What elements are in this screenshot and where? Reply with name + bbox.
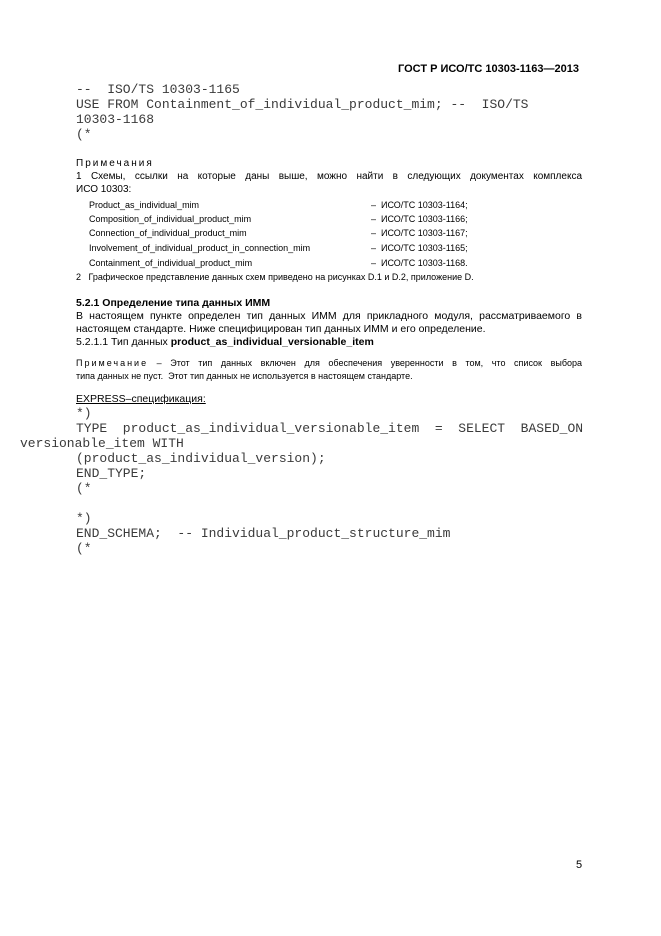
code-line: *) <box>76 511 92 526</box>
note-1-text: 1 Схемы, ссылки на которые даны выше, можно найти в следующих документах комплекса <box>76 171 582 182</box>
code-line: -- ISO/TS 10303-1165 <box>76 82 240 97</box>
code-line: 10303-1168 <box>76 112 155 127</box>
subsection-type-name: product_as_individual_versionable_item <box>170 336 374 348</box>
note-1-text-cont: ИСО 10303: <box>76 184 132 195</box>
code-line: TYPE product_as_individual_versionable_item = SELECT BASED_ON <box>76 421 584 436</box>
document-header: ГОСТ Р ИСО/ТС 10303-1163—2013 <box>398 63 579 75</box>
code-line: (* <box>76 481 92 496</box>
ref-doc: – ИСО/ТС 10303-1165; <box>371 243 468 253</box>
code-line: END_TYPE; <box>76 466 147 481</box>
section-heading: 5.2.1 Определение типа данных ИММ <box>76 297 271 309</box>
ref-doc: – ИСО/ТС 10303-1167; <box>371 228 468 238</box>
type-note-label: Примечание <box>76 358 149 368</box>
code-line: (* <box>76 541 92 556</box>
note-2-text: 2 Графическое представление данных схем приведено на рисунках D.1 и D.2, приложение D. <box>76 272 474 282</box>
ref-doc: – ИСО/ТС 10303-1164; <box>371 200 468 210</box>
code-line: versionable_item WITH <box>20 436 184 451</box>
express-label: EXPRESS–спецификация: <box>76 393 206 405</box>
ref-doc: – ИСО/ТС 10303-1168. <box>371 258 468 268</box>
type-note-cont: типа данных не пуст. Этот тип данных не используется в настоящем стандарте. <box>76 371 413 381</box>
code-line: (product_as_individual_version); <box>76 451 326 466</box>
type-note <box>76 358 582 368</box>
ref-name: Containment_of_individual_product_mim <box>89 258 253 268</box>
code-line: (* <box>76 127 92 142</box>
ref-name: Composition_of_individual_product_mim <box>89 214 252 224</box>
code-line: END_SCHEMA; -- Individual_product_structure_mim <box>76 526 451 541</box>
subsection-prefix: 5.2.1.1 Тип данных <box>76 336 171 348</box>
subsection-heading <box>76 336 374 348</box>
code-line: *) <box>76 406 92 421</box>
ref-name: Product_as_individual_mim <box>89 200 200 210</box>
type-note-text: – Этот тип данных включен для обеспечения уверенности в том, что список выбора <box>148 358 582 368</box>
code-line: USE FROM Containment_of_individual_product_mim; -- ISO/TS <box>76 97 529 112</box>
ref-doc: – ИСО/ТС 10303-1166; <box>371 214 468 224</box>
page-number: 5 <box>576 859 583 871</box>
ref-name: Connection_of_individual_product_mim <box>89 228 247 238</box>
ref-name: Involvement_of_individual_product_in_connection_mim <box>89 243 311 253</box>
section-paragraph: В настоящем пункте определен тип данных ИММ для прикладного модуля, рассматриваемого в <box>76 310 582 322</box>
notes-heading: Примечания <box>76 158 154 169</box>
section-paragraph-cont: настоящем стандарте. Ниже специфицирован тип данных ИММ и его определение. <box>76 323 486 335</box>
